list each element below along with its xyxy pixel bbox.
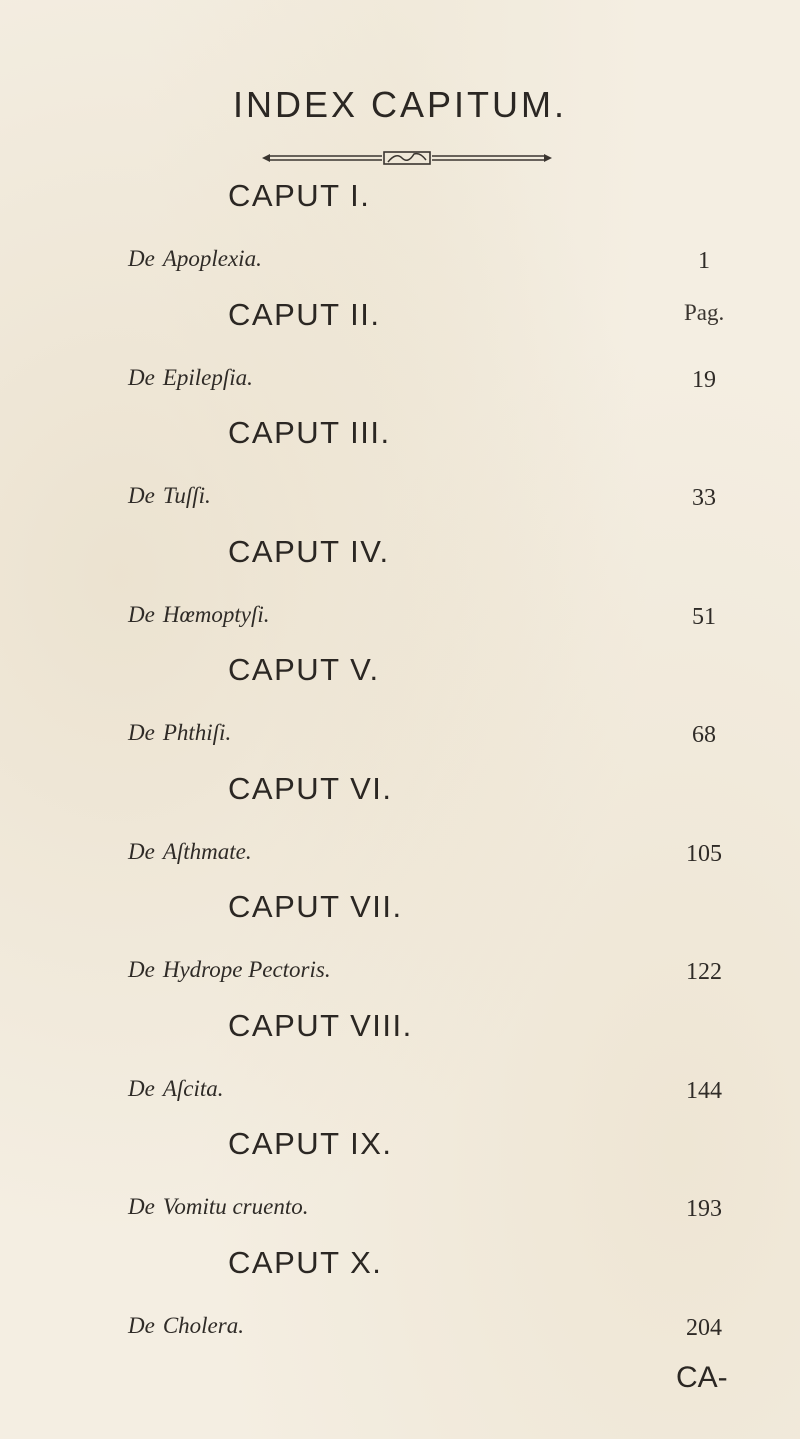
entry-page-number: 1 <box>698 248 710 274</box>
entry-page-number: 122 <box>686 959 722 985</box>
entry-page-number: 68 <box>692 722 716 748</box>
entry-page-number: 51 <box>692 604 716 630</box>
entry-prefix: De <box>128 1076 155 1101</box>
chapter-entry <box>128 365 253 391</box>
entry-title: Cholera. <box>162 1313 244 1338</box>
chapter-heading: CAPUT VIII. <box>228 1008 413 1043</box>
entry-prefix: De <box>128 720 155 745</box>
chapter-heading: CAPUT IV. <box>228 534 390 569</box>
entry-prefix: De <box>128 483 155 508</box>
entry-page-number: 193 <box>686 1196 722 1222</box>
page-column-header: Pag. <box>684 300 725 325</box>
entry-title: Aſcita. <box>162 1076 224 1101</box>
chapter-entry <box>128 1194 308 1220</box>
chapter-heading: CAPUT IX. <box>228 1126 393 1161</box>
page-title: INDEX CAPITUM. <box>232 84 568 125</box>
chapter-entry <box>128 483 211 509</box>
entry-prefix: De <box>128 839 155 864</box>
entry-title: Apoplexia. <box>162 246 262 271</box>
chapter-heading: CAPUT X. <box>228 1245 383 1280</box>
entry-page-number: 33 <box>692 485 716 511</box>
entry-prefix: De <box>128 602 155 627</box>
chapter-heading: CAPUT II. <box>228 297 381 332</box>
chapter-heading: CAPUT III. <box>228 415 391 450</box>
chapter-heading: CAPUT I. <box>228 178 371 213</box>
entry-title: Aſthmate. <box>162 839 252 864</box>
catchword: CA- <box>676 1361 728 1394</box>
entry-page-number: 204 <box>686 1315 722 1341</box>
entry-title: Phthiſi. <box>162 720 232 745</box>
entry-page-number: 19 <box>692 367 716 393</box>
entry-title: Hœmoptyſi. <box>162 602 270 627</box>
chapter-heading: CAPUT V. <box>228 652 380 687</box>
entry-title: Hydrope Pectoris. <box>162 957 331 982</box>
entry-page-number: 105 <box>686 841 722 867</box>
entry-prefix: De <box>128 246 155 271</box>
chapter-entry <box>128 602 270 628</box>
entry-prefix: De <box>128 1194 155 1219</box>
entry-prefix: De <box>128 365 155 390</box>
chapter-heading: CAPUT VII. <box>228 889 403 924</box>
entry-prefix: De <box>128 957 155 982</box>
chapter-entry <box>128 246 262 272</box>
chapter-entry <box>128 720 231 746</box>
chapter-entry <box>128 839 252 865</box>
entry-title: Tuſſi. <box>162 483 211 508</box>
entry-page-number: 144 <box>686 1078 722 1104</box>
chapter-entry <box>128 957 331 983</box>
chapter-entry <box>128 1313 244 1339</box>
entry-title: Epilepſia. <box>162 365 253 390</box>
chapter-entry <box>128 1076 224 1102</box>
chapter-heading: CAPUT VI. <box>228 771 393 806</box>
ornament-rule-icon <box>262 150 552 166</box>
entry-title: Vomitu cruento. <box>162 1194 309 1219</box>
entry-prefix: De <box>128 1313 155 1338</box>
